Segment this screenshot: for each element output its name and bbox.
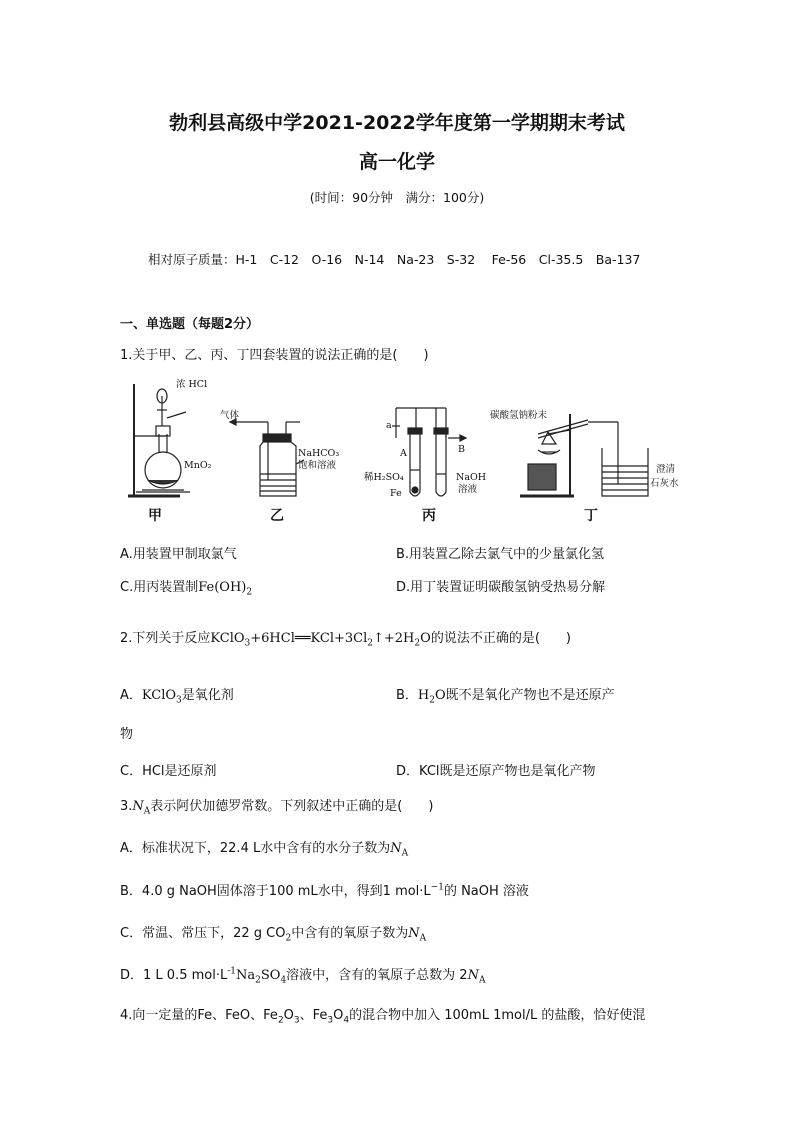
q3-option-d: D．1 L 0.5 $mol\cdot L^{-1}Na_2SO_4$溶液中，含有的氧原子总数为 $2N_A$: [120, 966, 486, 986]
caption-yi: 乙: [270, 508, 284, 524]
q1-option-c: C.用丙装置制$Fe(OH)_2$: [120, 580, 253, 598]
apparatus-jia: [128, 384, 190, 496]
q3-stem: $3.N_A$表示阿伏加德罗常数。下列叙述中正确的是( ): [120, 799, 434, 817]
q2-option-c: C．HCl是还原剂: [120, 764, 217, 779]
label-bing-B: B: [458, 444, 465, 455]
label-yi-solution-1: NaHCO₃: [298, 448, 340, 459]
q2-option-b-wrap: 物: [120, 727, 134, 742]
label-ding-lime-2: 石灰水: [650, 478, 679, 489]
label-bing-acid: 稀H₂SO₄: [364, 472, 404, 483]
exam-time-info: (时间：90分钟 满分：100分): [309, 190, 485, 205]
q4-stem: 4.向一定量的Fe、FeO、$Fe_2O_3$、$Fe_3O_4$的混合物中加入 100mL 1mol/L 的盐酸，恰好使混: [120, 1008, 646, 1026]
label-bing-fe: Fe: [390, 488, 402, 499]
label-bing-naoh-1: NaOH: [456, 472, 487, 483]
caption-bing: 丙: [422, 508, 436, 524]
section-heading: 一、单选题（每题2分）: [120, 317, 260, 332]
q2-option-b: B．$H_2O$既不是氧化产物也不是还原产: [396, 688, 615, 706]
q1-option-a: A.用装置甲制取氯气: [120, 547, 237, 562]
label-bing-A: A: [400, 448, 407, 459]
q1-stem: 1.关于甲、乙、丙、丁四套装置的说法正确的是( ): [120, 348, 429, 363]
q2-option-a: A．KClO$_3$是氧化剂: [120, 688, 234, 706]
label-yi-gas: 气体: [220, 410, 240, 421]
label-jia-acid: 浓 HCl: [176, 379, 208, 390]
exam-subtitle: 高一化学: [358, 151, 435, 173]
apparatus-ding: [520, 414, 648, 496]
label-ding-lime-1: 澄清: [656, 464, 676, 475]
atomic-masses: 相对原子质量：H-1 C-12 O-16 N-14 Na-23 S-32 Fe-56 Cl-35.5 Ba-137: [148, 252, 641, 267]
q3-option-b: B．4.0 g NaOH固体溶于100 mL水中，得到1 $mol\cdot L^{-1}$的 NaOH 溶液: [120, 882, 529, 899]
q1-apparatus-figure: [118, 374, 698, 524]
exam-title: 勃利县高级中学2021-2022学年度第一学期期末考试: [169, 112, 625, 134]
caption-ding: 丁: [584, 508, 598, 524]
label-bing-a: a: [386, 420, 392, 431]
q1-option-d: D.用丁装置证明碳酸氢钠受热易分解: [396, 580, 606, 595]
q1-option-b: B.用装置乙除去氯气中的少量氯化氢: [396, 547, 605, 562]
label-yi-solution-2: 饱和溶液: [298, 460, 337, 471]
q2-stem: 2.下列关于反应$KClO_3+6HCl══KCl+3Cl_2↑+2H_2O$的说法不正确的是( ): [120, 631, 571, 649]
label-jia-mno2: MnO₂: [184, 460, 212, 471]
caption-jia: 甲: [148, 508, 162, 524]
q3-option-c: C．常温、常压下，22 g $CO_2$中含有的氧原子数为$N_A$: [120, 926, 427, 944]
label-ding-powder: 碳酸氢钠粉末: [490, 410, 548, 421]
q3-option-a: A．标准状况下，22.4 L水中含有的水分子数为$N_A$: [120, 841, 409, 859]
q2-option-d: D．KCl既是还原产物也是氧化产物: [396, 764, 596, 779]
label-bing-naoh-2: 溶液: [458, 484, 478, 495]
apparatus-yi: [230, 419, 304, 496]
